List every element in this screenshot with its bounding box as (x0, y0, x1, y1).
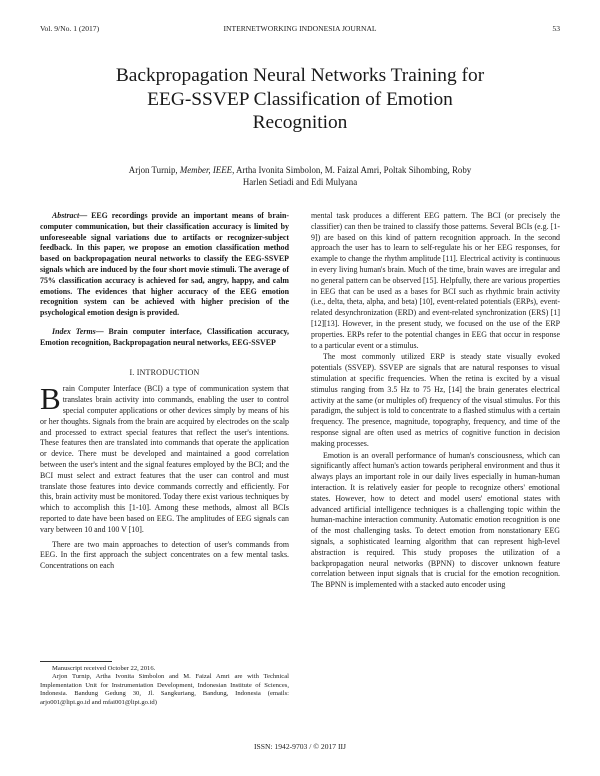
right-column (311, 211, 560, 591)
title-line: Recognition (252, 112, 348, 133)
footnote-divider (40, 661, 112, 662)
page-number: 53 (552, 24, 560, 33)
paper-title (40, 64, 560, 135)
drop-cap: B (40, 381, 61, 417)
intro-paragraph: There are two main approaches to detection of user's commands from EEG. In the first approach the subject concentrates on a few mental tasks. Concentrations on each (40, 539, 289, 571)
abstract-label: Abstract (52, 211, 80, 220)
page-footer-issn: ISSN: 1942-9703 / © 2017 IIJ (253, 742, 347, 751)
body-paragraph: mental task produces a different EEG pattern. The BCI (or precisely the classifier) can then be trained to classify those patterns. Several BCIs (e.g. [1-9]) are based on this kind of pattern recognition approach. In the second approach the user has to learn to self-regulate his or her EEG responses, for example to change the rhythm amplitude [11]. Electrical activity is continuous in every living human's brain. Much of the time, brain waves are irregular and no general pattern can be observed [15]. Helpfully, there are various properties in EEG that can be used as a bases for BCI such as rhythmic brain activity (i.e., delta, theta, alpha, and beta) [10], event-related potentials (ERPs), event-related desynchronization (ERD) and event-related synchronization (ERS) [1][12][13]. However, in the present study, we focused on the use of the ERP properties. ERPs refer to the potential changes in EEG that occur in response to a particular event or a stimulus. (311, 211, 560, 350)
intro-paragraph: Brain Computer Interface (BCI) a type of communication system that translates brain activity into commands, enabling the user to control special computer applications or other devices simply by means of his or her thoughts. Signals from the brain are acquired by electrodes on the scalp and processed to extract special features that reflect the user's intentions. These features then are translated into commands that operate the application or device. There must be developed and maintained a good correlation between the user's intent and the signal features employed by the BCI; and the BCI must select and extract features that the user can control and must translate those features into device commands correctly and efficiently. For this, brain activity must be monitored. Today there exist various techniques by which to accomplish this [1-10]. Among these methods, almost all BCIs reported to date have been based on EEG. The amplitudes of EEG signals can vary between 10 and 100 V [10]. (40, 381, 289, 534)
author-membership: Member, IEEE (179, 165, 233, 175)
abstract: Abstract— EEG recordings provide an important means of brain-computer communication, but their classification accuracy is limited by unforeseeable signal variations due to artifacts or recognizer-subject feedback. In this paper, we propose an emotion classification method based on backpropagation neural networks to classify the EEG-SSVEP signals which are induced by the four short movie stimuli. The average of 75% classification accuracy is achieved for sad, angry, happy, and calm emotions. The evidences that higher accuracy of the EEG emotion recognition system can be achieved with higher precision of the psychological emotion design is provided. (40, 211, 289, 318)
author-list (56, 164, 544, 188)
left-column (40, 211, 289, 572)
section-heading: I. INTRODUCTION (129, 367, 200, 377)
footnote-affiliation: Arjon Turnip, Artha Ivonita Simbolon and M. Faizal Amri are with Technical Implementation Unit for Instrumentation Development, Indonesian Institute of Sciences, Indonesia. Bandung Gedung 30, Jl. Sangkuriang, Bandung, Indonesia (emails: arjo001@lipi.go.id and mfai001@lipi.go.id) (40, 673, 289, 706)
author-name: Arjon Turnip, (128, 165, 180, 175)
footnote-received: Manuscript received October 22, 2016. (52, 665, 156, 672)
footnote (40, 665, 289, 707)
running-header-volume: Vol. 9/No. 1 (2017) (40, 24, 100, 33)
title-line: Backpropagation Neural Networks Training for (115, 65, 485, 86)
abstract-text: EEG recordings provide an important means of brain-computer communication, but their classification accuracy is limited by unforeseeable signal variations due to artifacts or recognizer-subject feedback. In this paper, we propose an emotion classification method based on backpropagation neural networks to classify the EEG-SSVEP signals which are induced by the four short movie stimuli. The average of 75% classification accuracy is achieved for sad, angry, happy, and calm emotions. The evidences that higher accuracy of the EEG emotion recognition system can be achieved with higher precision of the psychological emotion design is provided. (40, 211, 289, 318)
author-names: Harlen Setiadi and Edi Mulyana (242, 177, 358, 188)
index-terms-label: Index Terms (52, 326, 96, 336)
running-header-journal: INTERNETWORKING INDONESIA JOURNAL (223, 24, 377, 33)
body-paragraph: The most commonly utilized ERP is steady state visually evoked potentials (SSVEP). SSVEP are signals that are natural responses to visual stimulation at specific frequencies. When the retina is excited by a visual stimulus ranging from 3.5 Hz to 75 Hz, [14] the brain generates electrical activity at the same (or multiples of) frequency of the visual stimulus. For this paradigm, the subject is told to concentrate to a flashed stimulus with a certain frequency. The presence, magnitude, topography, frequency, and time of the response signal are often used as metrics of cognitive function in decision making processes. (311, 352, 560, 448)
title-line: EEG-SSVEP Classification of Emotion (147, 88, 453, 110)
body-paragraph: Emotion is an overall performance of human's consciousness, which can significantly affect human's action towards peripheral environment and thus it always plays an important role in our daily lives especially in human-human interaction. It is relatively easier for people to recognize others' emotional states. However, how to detect and model users' emotional states with advanced artificial intelligence techniques is a challenging topic within the human-machine interaction community. Automatic emotion recognition is one of the most challenging tasks. To detect emotion from nonstationary EEG signals, a sophisticated learning algorithm that can represent high-level abstraction is required. This study proposes the utilization of a backpropagation neural networks (BPNN) to discover unknown feature correlation between input signals that is crucial for the emotion recognition. The BPNN is implemented with a stacked auto encoder using (311, 450, 560, 590)
index-terms: Index Terms— Brain computer interface, Classification accuracy, Emotion recognition, Backpropagation neural networks, EEG-SSVEP (40, 326, 290, 347)
author-names: , Artha Ivonita Simbolon, M. Faizal Amri, Poltak Sihombing, Roby (232, 165, 472, 175)
index-terms-text: Brain computer interface, Classification accuracy, Emotion recognition, Backpropagation neural networks, EEG-SSVEP (40, 326, 290, 347)
